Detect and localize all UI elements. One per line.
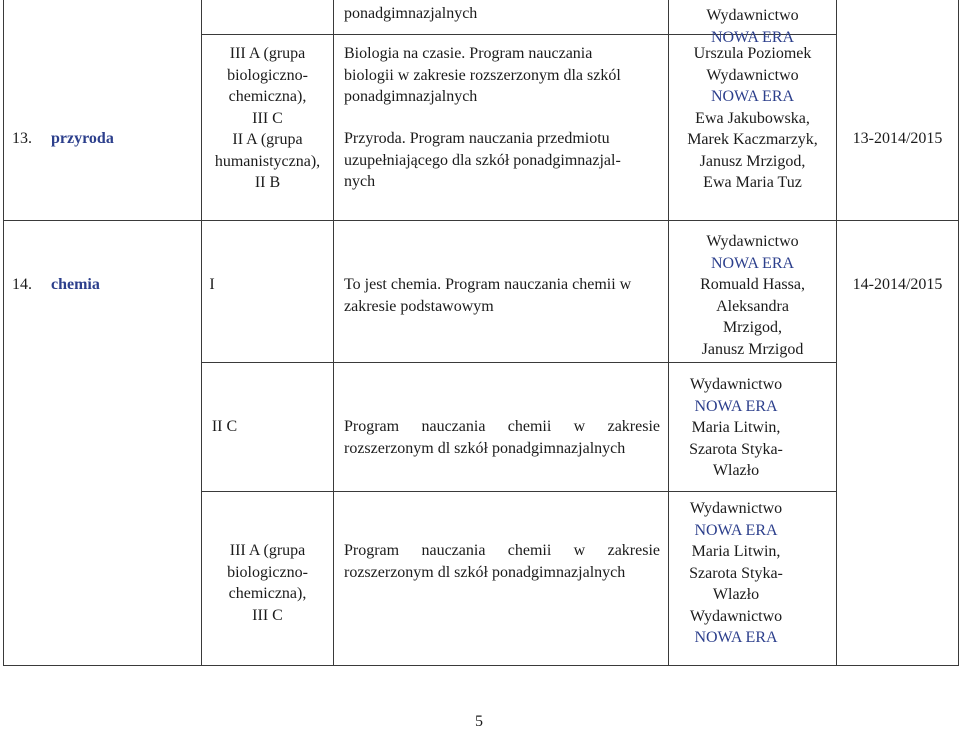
author-name: Wlazło bbox=[712, 462, 760, 479]
publisher-line: NOWA ERA bbox=[710, 88, 795, 105]
author-name: Szarota Styka- bbox=[689, 440, 783, 458]
program-cell: Przyroda. Program nauczania przedmiotu uzupełniającego dla szkół ponadgimnazjal- nych bbox=[344, 130, 621, 190]
class-group-cell: III A (grupa biologiczno- chemiczna), III C bbox=[227, 542, 308, 624]
page-number: 5 bbox=[475, 713, 483, 730]
approval-number: 13-2014/2015 bbox=[852, 130, 943, 147]
author-name: Maria Litwin, bbox=[691, 419, 781, 436]
author-name: Mrzigod, bbox=[722, 319, 783, 336]
publisher-line: Wydawnictwo bbox=[689, 500, 783, 517]
publisher-line: Wydawnictwo bbox=[706, 7, 799, 24]
author-name: Ewa Maria Tuz bbox=[703, 174, 802, 191]
row-number: 14. bbox=[12, 276, 32, 293]
author-name: Szarota Styka- bbox=[689, 564, 783, 582]
author-name: Marek Kaczmarzyk, bbox=[687, 131, 818, 148]
publisher-line: Wydawnictwo bbox=[706, 66, 799, 84]
publisher-cell-continued bbox=[669, 5, 836, 48]
publisher-line: Wydawnictwo bbox=[689, 607, 783, 625]
publisher-line: NOWA ERA bbox=[710, 28, 795, 46]
authors-publisher-cell bbox=[669, 374, 803, 482]
author-name: Janusz Mrzigod bbox=[701, 340, 804, 358]
class-group-cell: I bbox=[209, 276, 215, 293]
authors-publisher-cell bbox=[669, 498, 803, 649]
publisher-line: NOWA ERA bbox=[710, 254, 795, 272]
author-name: Urszula Poziomek bbox=[693, 45, 812, 62]
publisher-line: NOWA ERA bbox=[694, 521, 778, 539]
author-name: Janusz Mrzigod, bbox=[699, 152, 806, 170]
subject-name: chemia bbox=[51, 276, 100, 293]
author-name: Ewa Jakubowska, bbox=[695, 109, 810, 127]
program-cell-continued: ponadgimnazjalnych bbox=[344, 5, 478, 22]
class-group-cell: II C bbox=[211, 418, 238, 435]
class-group-cell: III A (grupa biologiczno- chemiczna), III C II A (grupa humanistyczna), II B bbox=[214, 45, 321, 191]
author-name: Maria Litwin, bbox=[691, 543, 781, 560]
program-cell: Program nauczania chemii w zakresie rozszerzonym dl szkół ponadgimnazjalnych bbox=[344, 542, 660, 581]
row-number: 13. bbox=[12, 130, 32, 147]
approval-number: 14-2014/2015 bbox=[852, 276, 943, 293]
author-name: Wlazło bbox=[712, 586, 760, 603]
author-name: Aleksandra bbox=[716, 297, 789, 315]
publisher-line: Wydawnictwo bbox=[706, 233, 799, 250]
program-cell: To jest chemia. Program nauczania chemii w zakresie podstawowym bbox=[344, 276, 632, 315]
program-cell: Program nauczania chemii w zakresie rozszerzonym dl szkół ponadgimnazjalnych bbox=[344, 418, 660, 457]
subject-name: przyroda bbox=[51, 130, 114, 147]
author-name: Romuald Hassa, bbox=[700, 276, 805, 293]
publisher-line: Wydawnictwo bbox=[689, 376, 783, 393]
program-cell: Biologia na czasie. Program nauczania biologii w zakresie rozszerzonym dla szkól ponadgimnazjalnych bbox=[344, 45, 621, 105]
authors-publisher-cell bbox=[669, 231, 836, 360]
publisher-line: NOWA ERA bbox=[694, 397, 778, 415]
publisher-line: NOWA ERA bbox=[694, 629, 778, 646]
authors-publisher-cell bbox=[669, 43, 836, 194]
